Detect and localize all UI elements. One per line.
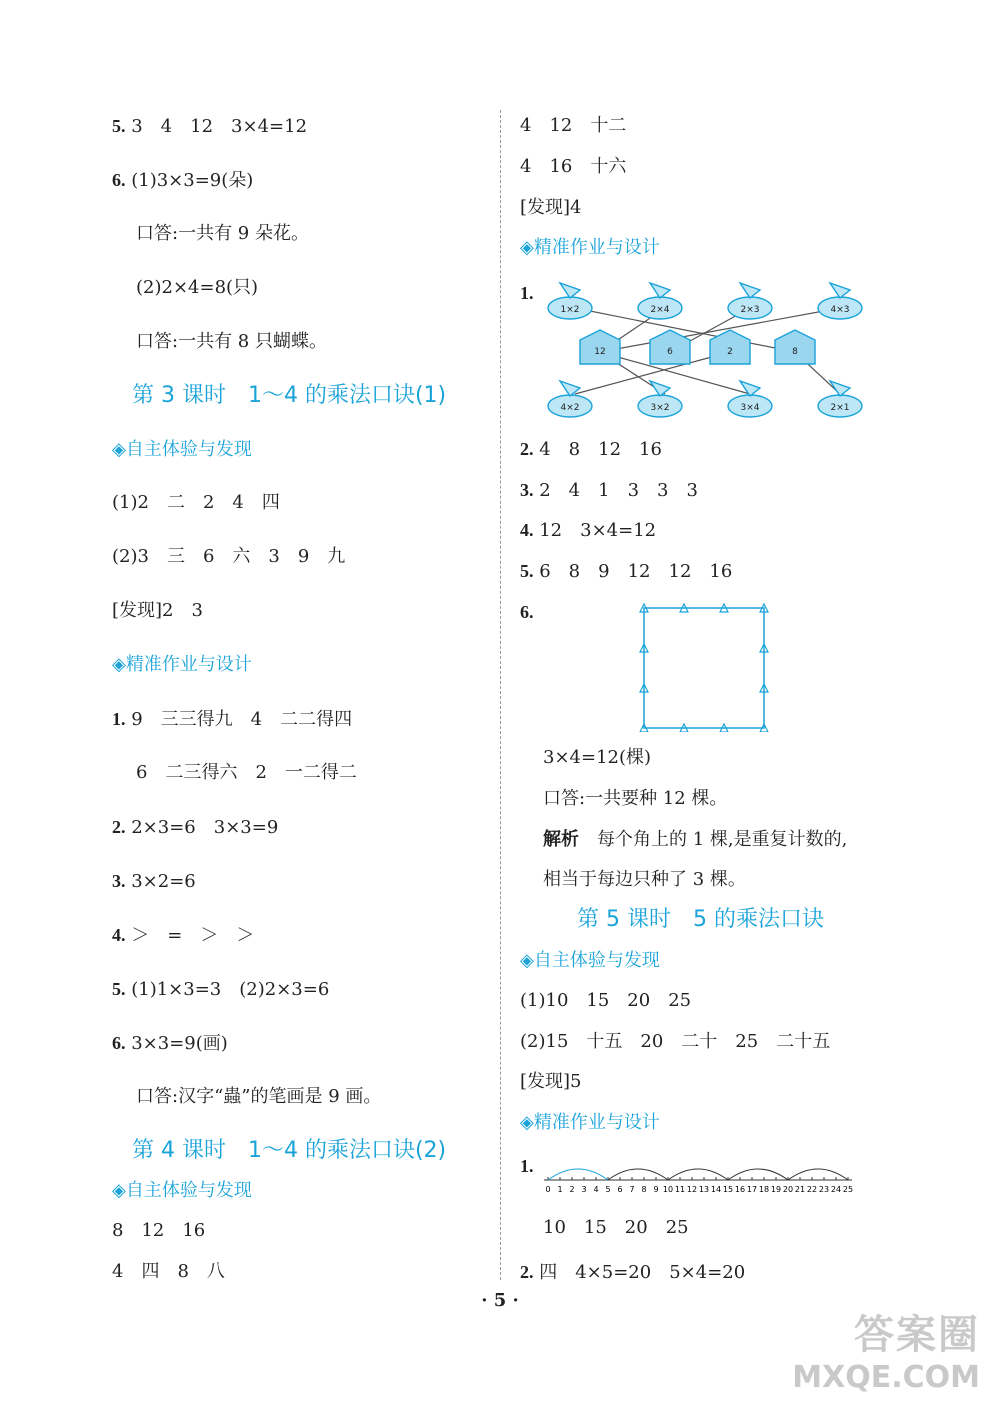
number-line-jump [668,1169,728,1180]
answer-line: 相当于每边只种了 3 棵。 [543,869,746,890]
number-line-tick-label: 10 [662,1185,674,1194]
answer-line: [发现]2 3 [112,600,203,621]
house-label: 2 [727,347,733,357]
number-line-tick-label: 3 [581,1185,587,1194]
number-line-tick-label: 9 [653,1185,659,1194]
page-number: · 5 · [481,1290,519,1311]
number-line-tick-label: 8 [641,1185,647,1194]
answer-line: 3. 2 4 1 3 3 3 [520,480,698,501]
answer-line: 1. 9 三三得九 4 二二得四 [112,709,353,730]
answer-line: (2)3 三 6 六 3 9 九 [112,546,346,567]
answer-line: 4. 12 3×4=12 [520,520,657,541]
column-divider [500,110,501,1280]
number-line-tick-label: 24 [830,1185,842,1194]
answer-line: 5. 6 8 9 12 12 16 [520,561,733,582]
answer-line: (2)2×4=8(只) [136,277,259,298]
house-label: 8 [792,347,798,357]
answer-line: [发现]4 [520,197,582,218]
bird-label: 1×2 [560,305,580,315]
number-line-tick-label: 2 [569,1185,575,1194]
bird-label: 2×1 [830,403,850,413]
bird-label: 3×2 [650,403,670,413]
number-line-tick-label: 5 [605,1185,611,1194]
bird-label: 2×4 [650,305,670,315]
answer-line: 2. 4 8 12 16 [520,439,662,460]
answer-line: 4. ＞ = ＞ ＞ [112,925,255,946]
number-line-tick-label: 23 [818,1185,830,1194]
answer-line: 5. (1)1×3=3 (2)2×3=6 [112,979,330,1000]
number-line-tick-label: 21 [794,1185,806,1194]
section-heading: ◈精准作业与设计 [520,237,660,258]
lesson-title: 第 4 课时 1～4 的乘法口诀(2) [132,1138,447,1163]
answer-line: 口答:一共有 9 朵花。 [136,223,309,244]
answer-line: 10 15 20 25 [543,1217,689,1238]
answer-line: 6. (1)3×3=9(朵) [112,170,254,191]
answer-line: 2. 2×3=6 3×3=9 [112,817,279,838]
answer-line: [发现]5 [520,1071,582,1092]
number-line-tick-label: 19 [770,1185,782,1194]
number-line-tick-label: 1 [557,1185,563,1194]
section-heading: ◈自主体验与发现 [520,950,660,971]
bird-label: 3×4 [740,403,760,413]
number-line-tick-label: 4 [593,1185,599,1194]
answer-line: (1)10 15 20 25 [520,990,692,1011]
number-line-tick-label: 25 [842,1185,854,1194]
number-line-tick-label: 12 [686,1185,698,1194]
answer-line: 4 12 十二 [520,115,627,136]
number-line-jump [548,1169,608,1180]
answer-line: 3×4=12(棵) [543,747,652,768]
question-number: 1. [520,283,534,303]
answer-line: 4 四 8 八 [112,1261,225,1282]
house-icon [580,330,815,364]
number-line-tick-label: 22 [806,1185,818,1194]
bird-label: 4×2 [560,403,580,413]
answer-line: 8 12 16 [112,1220,206,1241]
number-line-jump [608,1169,668,1180]
number-line-tick-label: 16 [734,1185,746,1194]
answer-line: (1)2 二 2 4 四 [112,492,280,513]
answer-line: 口答:一共有 8 只蝴蝶。 [136,331,327,352]
number-line-tick-label: 18 [758,1185,770,1194]
answer-line: 解析 每个角上的 1 棵,是重复计数的, [543,829,848,850]
number-line-tick-label: 17 [746,1185,758,1194]
lesson-title: 第 5 课时 5 的乘法口诀 [577,907,824,932]
answer-line: 2. 四 4×5=20 5×4=20 [520,1262,746,1283]
bird-house-matching-diagram [540,278,880,424]
answer-line: 6 二三得六 2 一二得二 [136,762,357,783]
section-heading: ◈精准作业与设计 [112,654,252,675]
number-line-tick-label: 13 [698,1185,710,1194]
number-line-tick-label: 15 [722,1185,734,1194]
bird-label: 4×3 [830,305,850,315]
question-number: 6. [520,602,534,622]
question-number: 1. [520,1156,534,1176]
number-line-jump [728,1169,788,1180]
house-label: 6 [667,347,673,357]
number-line-jump [788,1169,848,1180]
watermark: 答案圈 MXQE.COM [792,1312,980,1395]
number-line-tick-label: 0 [545,1185,551,1194]
number-line-tick-label: 6 [617,1185,623,1194]
lesson-title: 第 3 课时 1～4 的乘法口诀(1) [132,383,447,408]
answer-line: 5. 3 4 12 3×4=12 [112,116,308,137]
answer-line: 口答:一共要种 12 棵。 [543,788,728,809]
section-heading: ◈精准作业与设计 [520,1112,660,1133]
number-line-tick-label: 7 [629,1185,635,1194]
section-heading: ◈自主体验与发现 [112,439,252,460]
answer-line: 3. 3×2=6 [112,871,196,892]
house-label: 12 [594,347,606,357]
tree-square-diagram [636,600,772,732]
section-heading: ◈自主体验与发现 [112,1180,252,1201]
tree-icon [640,604,768,732]
answer-line: 4 16 十六 [520,156,627,177]
answer-line: (2)15 十五 20 二十 25 二十五 [520,1031,831,1052]
number-line-tick-label: 14 [710,1185,722,1194]
number-line-tick-label: 11 [674,1185,686,1194]
bird-label: 2×3 [740,305,760,315]
number-line-tick-label: 20 [782,1185,794,1194]
answer-line: 口答:汉字“蟲”的笔画是 9 画。 [136,1086,382,1107]
answer-line: 6. 3×3=9(画) [112,1033,228,1054]
number-line [540,1158,858,1198]
